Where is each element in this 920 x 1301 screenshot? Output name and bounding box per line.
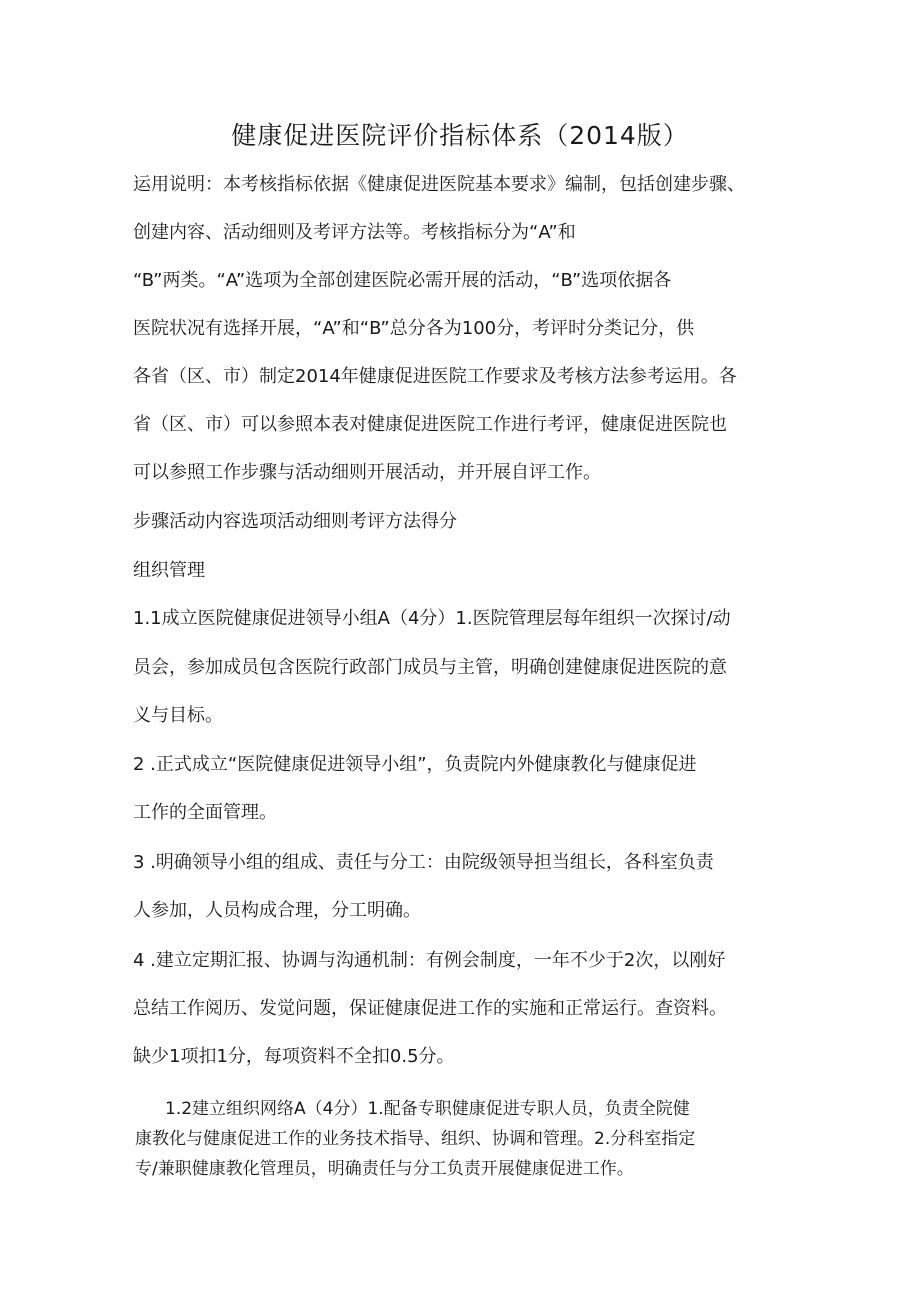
usage-note-line-3: “B”两类。“A”选项为全部创建医院必需开展的活动，“B”选项依据各: [133, 270, 672, 291]
item-1-2-line-1: 1.2建立组织网络A（4分）1.配备专职健康促进专职人员，负责全院健: [165, 1099, 690, 1119]
document-title: 健康促进医院评价指标体系（2014版）: [231, 121, 689, 150]
item-3-line-1: 3 .明确领导小组的组成、责任与分工：由院级领导担当组长，各科室负责: [133, 852, 714, 873]
usage-note-line-2: 创建内容、活动细则及考评方法等。考核指标分为“A”和: [133, 222, 576, 243]
item-4-line-1: 4 .建立定期汇报、协调与沟通机制：有例会制度，一年不少于2次，以刚好: [133, 950, 726, 971]
item-3-line-2: 人参加，人员构成合理，分工明确。: [133, 900, 421, 921]
usage-note-line-6: 省（区、市）可以参照本表对健康促进医院工作进行考评，健康促进医院也: [133, 414, 727, 435]
usage-note-line-7: 可以参照工作步骤与活动细则开展活动，并开展自评工作。: [133, 462, 601, 483]
item-1-1-line-1: 1.1成立医院健康促进领导小组A（4分）1.医院管理层每年组织一次探讨/动: [133, 608, 731, 629]
item-1-1-line-3: 义与目标。: [133, 705, 223, 726]
item-1-2-line-3: 专/兼职健康教化管理员，明确责任与分工负责开展健康促进工作。: [135, 1159, 634, 1179]
item-1-2-line-2: 康教化与健康促进工作的业务技术指导、组织、协调和管理。2.分科室指定: [135, 1129, 696, 1149]
item-4-line-2: 总结工作阅历、发觉问题，保证健康促进工作的实施和正常运行。查资料。: [133, 998, 727, 1019]
section-heading: 组织管理: [133, 560, 205, 581]
usage-note-line-1: 运用说明：本考核指标依据《健康促进医院基本要求》编制，包括创建步骤、: [133, 174, 745, 195]
usage-note-line-5: 各省（区、市）制定2014年健康促进医院工作要求及考核方法参考运用。各: [133, 366, 737, 387]
item-2-line-2: 工作的全面管理。: [133, 802, 277, 823]
item-4-line-3: 缺少1项扣1分，每项资料不全扣0.5分。: [133, 1046, 455, 1067]
table-header-line: 步骤活动内容选项活动细则考评方法得分: [133, 511, 457, 532]
usage-note-line-4: 医院状况有选择开展，“A”和“B”总分各为100分，考评时分类记分，供: [133, 318, 695, 339]
item-2-line-1: 2 .正式成立“医院健康促进领导小组”，负责院内外健康教化与健康促进: [133, 754, 697, 775]
item-1-1-line-2: 员会，参加成员包含医院行政部门成员与主管，明确创建健康促进医院的意: [133, 657, 727, 678]
